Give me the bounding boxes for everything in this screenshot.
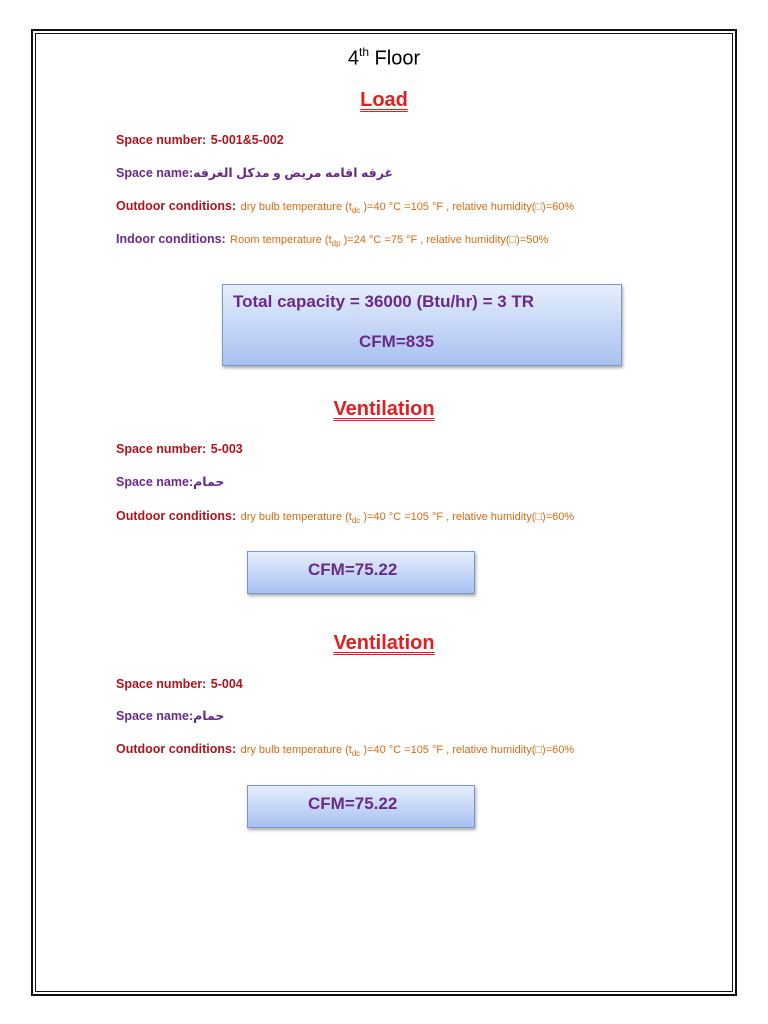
title-floor: Floor <box>369 47 421 70</box>
ventilation-1-space-number <box>116 440 243 458</box>
ventilation-1-heading: Ventilation <box>333 398 435 420</box>
outdoor-sub: dc <box>351 749 361 758</box>
ventilation-2-space-name <box>116 707 224 725</box>
load-space-number <box>116 131 284 149</box>
space-name-label: Space name: <box>116 709 194 723</box>
space-name-value: غرفه اقامه مريض و مدكل الغرفه <box>193 166 394 180</box>
load-cfm-text: CFM=835 <box>359 332 435 351</box>
space-name-value: حمام <box>193 475 225 489</box>
outdoor-conditions-label: Outdoor conditions: <box>116 742 237 756</box>
ventilation-2-cfm-text: CFM=75.22 <box>308 794 398 813</box>
ventilation-2-cfm-box <box>247 785 475 828</box>
space-number-label: Space number: <box>116 677 207 691</box>
ventilation-1-cfm-box <box>247 551 475 594</box>
space-number-value: 5-001&5-002 <box>210 133 284 147</box>
space-name-label: Space name: <box>116 475 194 489</box>
ventilation-2-space-number <box>116 675 243 693</box>
outdoor-post: )=40 °C =105 °F , relative humidity(□)=60% <box>360 744 575 756</box>
indoor-sub: dp <box>331 239 341 248</box>
outdoor-post: )=40 °C =105 °F , relative humidity(□)=60% <box>360 201 575 213</box>
load-space-name <box>116 164 393 182</box>
outdoor-pre: dry bulb temperature (t <box>240 201 352 213</box>
space-number-label: Space number: <box>116 133 207 147</box>
outdoor-post: )=40 °C =105 °F , relative humidity(□)=60% <box>360 511 575 523</box>
outdoor-conditions-label: Outdoor conditions: <box>116 509 237 523</box>
indoor-pre: Room temperature (t <box>230 234 332 246</box>
load-outdoor-conditions <box>116 197 574 215</box>
load-heading: Load <box>360 89 408 111</box>
space-number-value: 5-003 <box>210 442 243 456</box>
ventilation-2-outdoor-conditions <box>116 740 574 758</box>
outdoor-conditions-value <box>241 201 575 213</box>
ventilation-1-space-name <box>116 473 224 491</box>
outdoor-conditions-label: Outdoor conditions: <box>116 199 237 213</box>
title-number: 4 <box>347 47 359 70</box>
space-number-value: 5-004 <box>210 677 243 691</box>
outdoor-pre: dry bulb temperature (t <box>240 511 352 523</box>
indoor-post: )=24 °C =75 °F , relative humidity(□)=50% <box>340 234 549 246</box>
outdoor-conditions-value <box>241 511 575 523</box>
load-indoor-conditions <box>116 230 548 248</box>
title-superscript: th <box>358 45 369 59</box>
ventilation-1-cfm-text: CFM=75.22 <box>308 560 398 579</box>
space-name-value: حمام <box>193 709 225 723</box>
outdoor-pre: dry bulb temperature (t <box>240 744 352 756</box>
space-name-label: Space name: <box>116 166 194 180</box>
total-capacity-box <box>222 284 622 366</box>
indoor-conditions-label: Indoor conditions: <box>116 232 226 246</box>
total-capacity-text: Total capacity = 36000 (Btu/hr) = 3 TR <box>233 292 535 311</box>
outdoor-sub: dc <box>351 206 361 215</box>
indoor-conditions-value <box>230 234 548 246</box>
ventilation-2-heading: Ventilation <box>333 632 435 654</box>
ventilation-1-outdoor-conditions <box>116 507 574 525</box>
page-title <box>0 46 768 71</box>
outdoor-conditions-value <box>241 744 575 756</box>
outdoor-sub: dc <box>351 516 361 525</box>
space-number-label: Space number: <box>116 442 207 456</box>
